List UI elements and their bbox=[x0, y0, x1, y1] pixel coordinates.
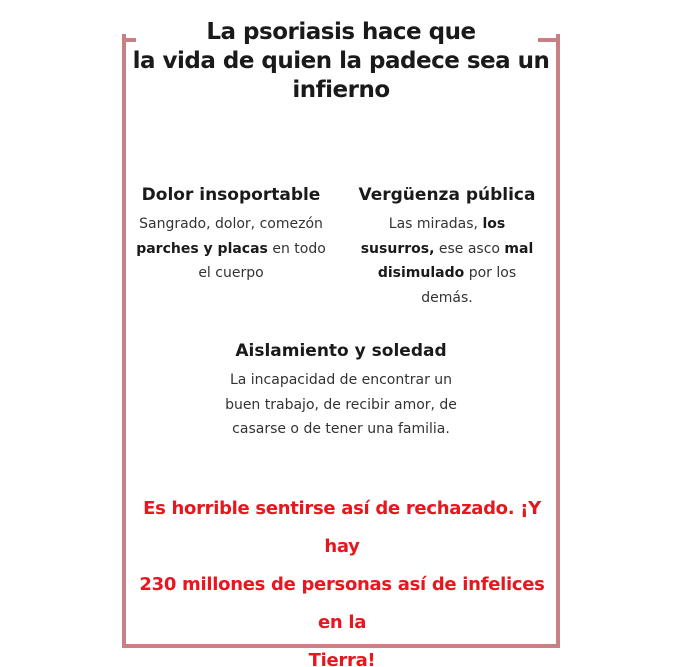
desc-bold: los bbox=[482, 216, 506, 232]
feature-heading: Vergüenza pública bbox=[358, 185, 536, 205]
desc-text: en todo bbox=[267, 240, 326, 257]
feature-isolation bbox=[206, 340, 476, 442]
desc-bold: mal bbox=[504, 240, 534, 257]
desc-text: el cuerpo bbox=[198, 265, 264, 281]
desc-text: casarse o de tener una familia. bbox=[232, 421, 450, 437]
desc-text: buen trabajo, de recibir amor, de bbox=[225, 396, 457, 413]
desc-text: por los bbox=[464, 265, 517, 281]
feature-description bbox=[352, 212, 542, 310]
desc-text: ese asco bbox=[434, 240, 505, 257]
feature-description bbox=[206, 368, 476, 442]
alert-line-2: 230 millones de personas así de infelices en la bbox=[139, 574, 545, 633]
title-line-1: La psoriasis hace que bbox=[206, 19, 476, 45]
frame-left-border bbox=[122, 34, 126, 648]
desc-text: Las miradas, bbox=[388, 216, 483, 232]
section-title bbox=[130, 18, 552, 105]
desc-bold: susurros, bbox=[360, 240, 435, 257]
feature-shame bbox=[352, 184, 542, 310]
alert-statement bbox=[128, 490, 556, 667]
desc-bold: disimulado bbox=[377, 265, 465, 281]
desc-text: demás. bbox=[421, 289, 473, 306]
desc-text: La incapacidad de encontrar un bbox=[229, 372, 453, 388]
title-line-3: infierno bbox=[292, 77, 390, 103]
feature-heading: Dolor insoportable bbox=[141, 185, 321, 205]
desc-bold: parches y placas bbox=[136, 240, 268, 257]
feature-heading: Aislamiento y soledad bbox=[235, 341, 447, 361]
alert-line-3: Tierra! bbox=[308, 650, 376, 667]
desc-text: Sangrado, dolor, comezón bbox=[139, 216, 323, 232]
feature-description bbox=[132, 212, 330, 286]
frame-right-border bbox=[556, 34, 560, 648]
feature-pain bbox=[132, 184, 330, 286]
title-line-2: la vida de quien la padece sea un bbox=[132, 48, 550, 74]
alert-line-1: Es horrible sentirse así de rechazado. ¡Y hay bbox=[143, 498, 541, 557]
